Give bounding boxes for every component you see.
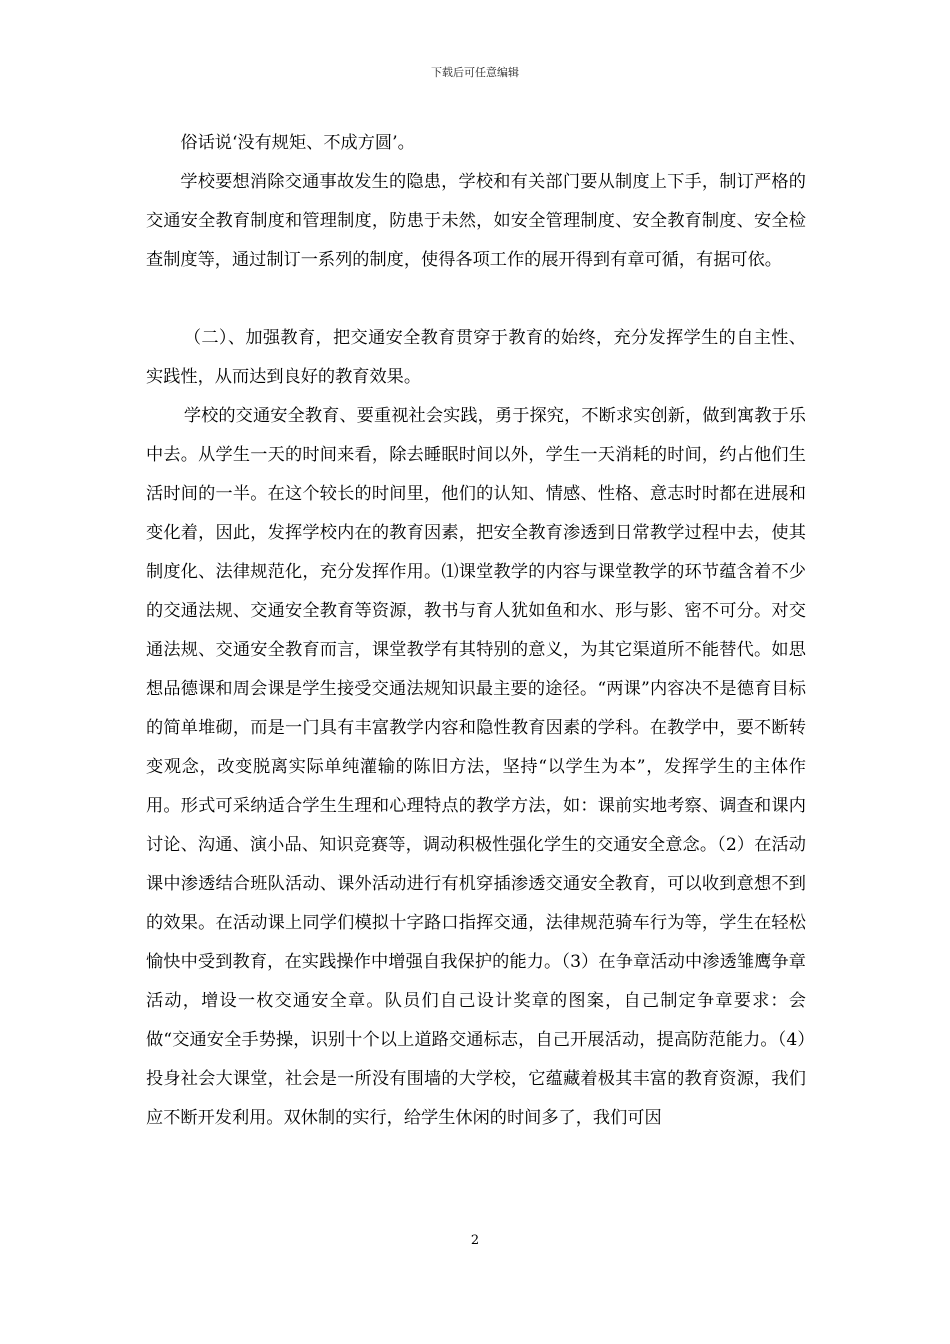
page-header: 下载后可任意编辑 bbox=[431, 66, 519, 79]
paragraph-proverb: 俗话说‘没有规矩、不成方圆’。 bbox=[180, 133, 415, 153]
paragraph-gap bbox=[146, 280, 806, 319]
page-number: 2 bbox=[470, 1233, 480, 1248]
paragraph-system: 学校要想消除交通事故发生的隐患，学校和有关部门要从制度上下手，制订严格的交通安全教育制度和管理制度，防患于未然，如安全管理制度、安全教育制度、安全检查制度等，通过制订一系列的制度，使得各项工作的展开得到有章可循，有据可依。 bbox=[146, 172, 806, 270]
paragraph-section-heading: （二）、加强教育，把交通安全教育贯穿于教育的始终，充分发挥学生的自主性、实践性，从而达到良好的教育效果。 bbox=[146, 328, 806, 387]
document-body bbox=[146, 124, 806, 1138]
paragraph-practice: 学校的交通安全教育、要重视社会实践，勇于探究，不断求实创新，做到寓教于乐中去。从学生一天的时间来看，除去睡眠时间以外，学生一天消耗的时间，约占他们生活时间的一半。在这个较长的时间里，他们的认知、情感、性格、意志时时都在进展和变化着，因此，发挥学校内在的教育因素，把安全教育渗透到日常教学过程中去，使其制度化、法律规范化，充分发挥作用。⑴课堂教学的内容与课堂教学的环节蕴含着不少的交通法规、交通安全教育等资源，教书与育人犹如鱼和水、形与影、密不可分。对交通法规、交通安全教育而言，课堂教学有其特别的意义，为其它渠道所不能替代。如思想品德课和周会课是学生接受交通法规知识最主要的途径。“两课”内容决不是德育目标的简单堆砌，而是一门具有丰富教学内容和隐性教育因素的学科。在教学中，要不断转变观念，改变脱离实际单纯灌输的陈旧方法，坚持“以学生为本”，发挥学生的主体作用。形式可采纳适合学生生理和心理特点的教学方法，如：课前实地考察、调查和课内讨论、沟通、演小品、知识竞赛等，调动积极性强化学生的交通安全意念。（2）在活动课中渗透结合班队活动、课外活动进行有机穿插渗透交通安全教育，可以收到意想不到的效果。在活动课上同学们模拟十字路口指挥交通，法律规范骑车行为等，学生在轻松愉快中受到教育，在实践操作中增强自我保护的能力。（3）在争章活动中渗透雏鹰争章活动，增设一枚交通安全章。队员们自己设计奖章的图案，自己制定争章要求：会做“交通安全手势操，识别十个以上道路交通标志，自己开展活动，提高防范能力。（4）投身社会大课堂，社会是一所没有围墙的大学校，它蕴藏着极其丰富的教育资源，我们应不断开发利用。双休制的实行，给学生休闲的时间多了，我们可因 bbox=[146, 406, 806, 1128]
